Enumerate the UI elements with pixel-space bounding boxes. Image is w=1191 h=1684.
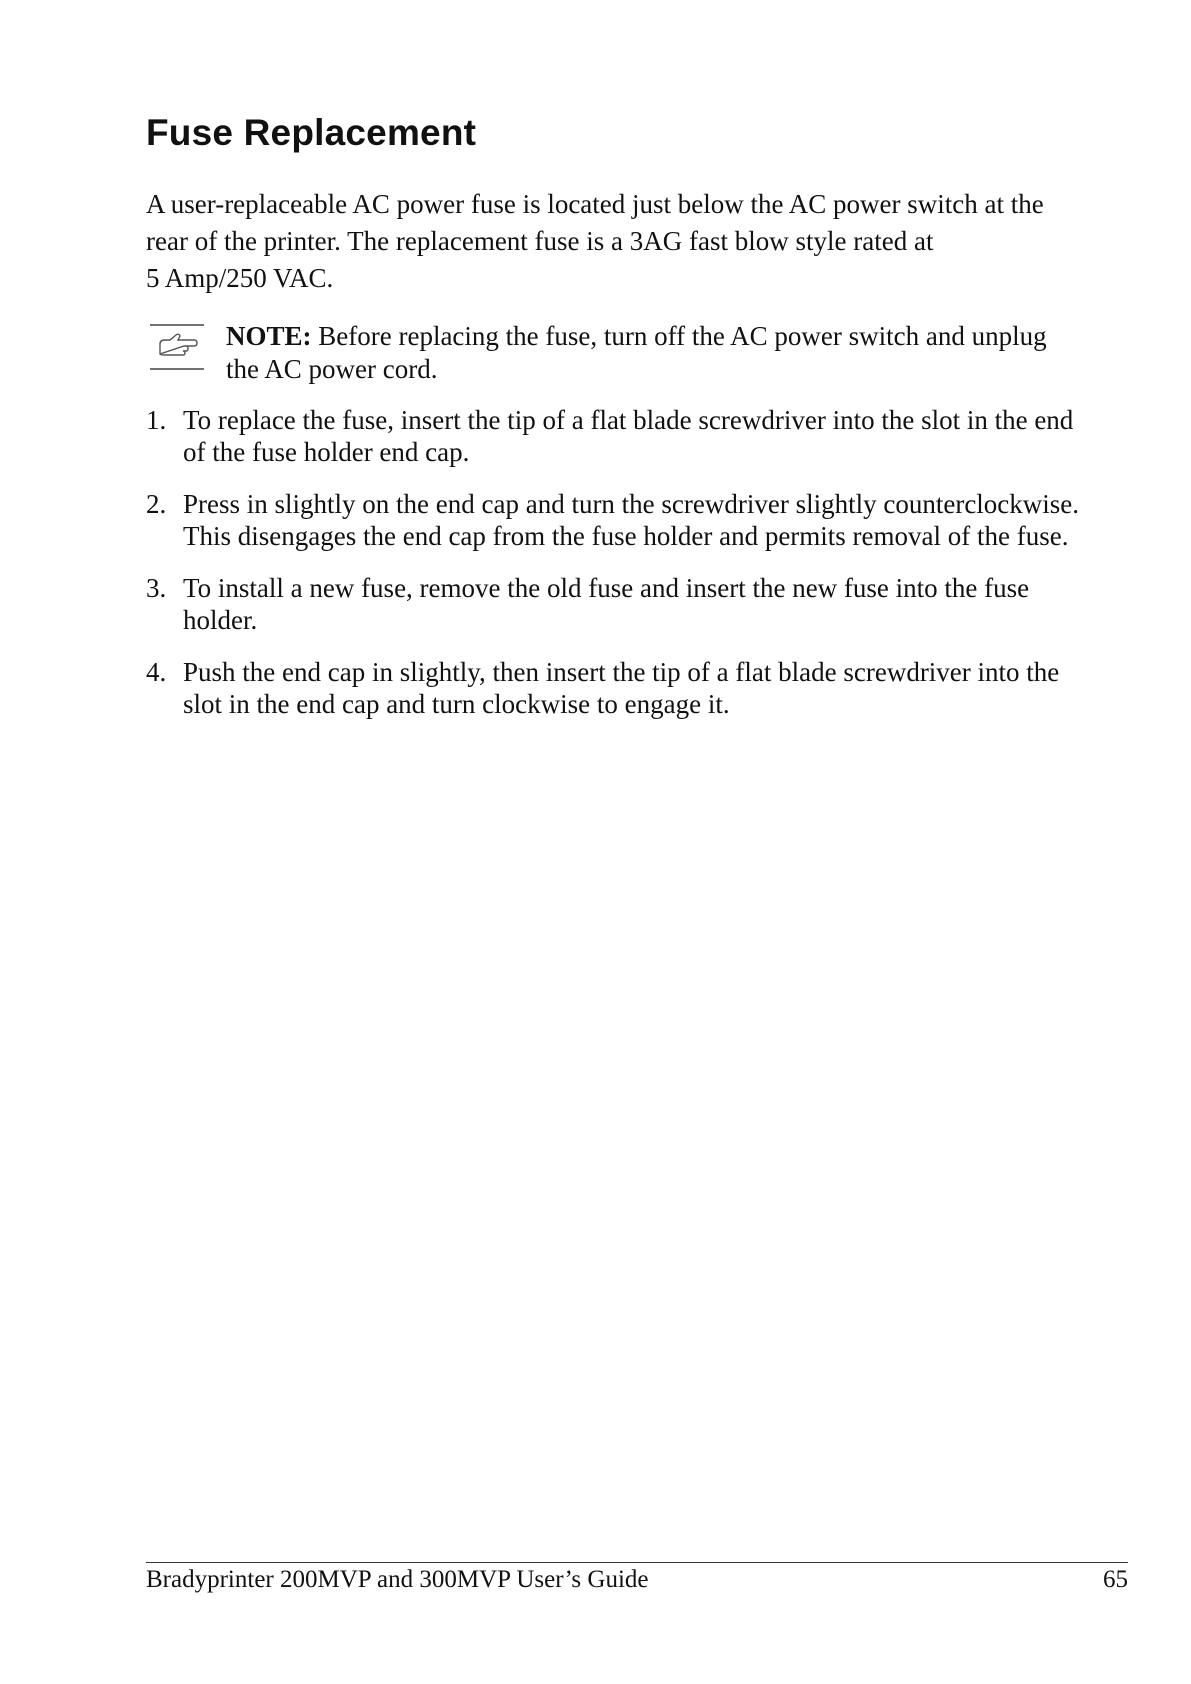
intro-paragraph <box>146 186 1126 297</box>
step-line: holder. <box>183 605 258 635</box>
note-text <box>226 320 1146 386</box>
intro-line: A user-replaceable AC power fuse is located just below the AC power switch at the <box>146 189 1044 219</box>
note-line-2: the AC power cord. <box>226 354 438 384</box>
note-line <box>226 320 1146 353</box>
step-number: 3. <box>146 573 167 603</box>
intro-line: rear of the printer. The replacement fuse is a 3AG fast blow style rated at <box>146 226 934 256</box>
list-item <box>146 488 1146 552</box>
step-line: To replace the fuse, insert the tip of a flat blade screwdriver into the slot in the end <box>183 405 1074 435</box>
step-line: To install a new fuse, remove the old fuse and insert the new fuse into the fuse <box>183 573 1030 603</box>
page-number: 65 <box>1103 1566 1128 1593</box>
pointing-hand-icon <box>148 320 206 374</box>
note-line-1: Before replacing the fuse, turn off the AC power switch and unplug <box>311 321 1047 351</box>
step-line: slot in the end cap and turn clockwise to engage it. <box>183 689 730 719</box>
step-line: This disengages the end cap from the fuse holder and permits removal of the fuse. <box>183 521 1069 551</box>
step-line: of the fuse holder end cap. <box>183 437 470 467</box>
footer-title: Bradyprinter 200MVP and 300MVP User’s Guide <box>146 1566 649 1593</box>
list-item <box>146 404 1146 468</box>
list-item <box>146 572 1146 636</box>
footer-divider <box>146 1562 1128 1563</box>
list-item <box>146 656 1146 720</box>
page-title: Fuse Replacement <box>146 112 477 153</box>
step-number: 1. <box>146 405 167 435</box>
step-line: Push the end cap in slightly, then insert the tip of a flat blade screwdriver into the <box>183 657 1060 687</box>
step-line: Press in slightly on the end cap and turn the screwdriver slightly counterclockwise. <box>183 489 1080 519</box>
steps-list <box>146 404 1146 740</box>
step-number: 2. <box>146 489 167 519</box>
step-number: 4. <box>146 657 167 687</box>
intro-line: 5 Amp/250 VAC. <box>146 263 334 293</box>
note-label: NOTE: <box>226 321 312 351</box>
